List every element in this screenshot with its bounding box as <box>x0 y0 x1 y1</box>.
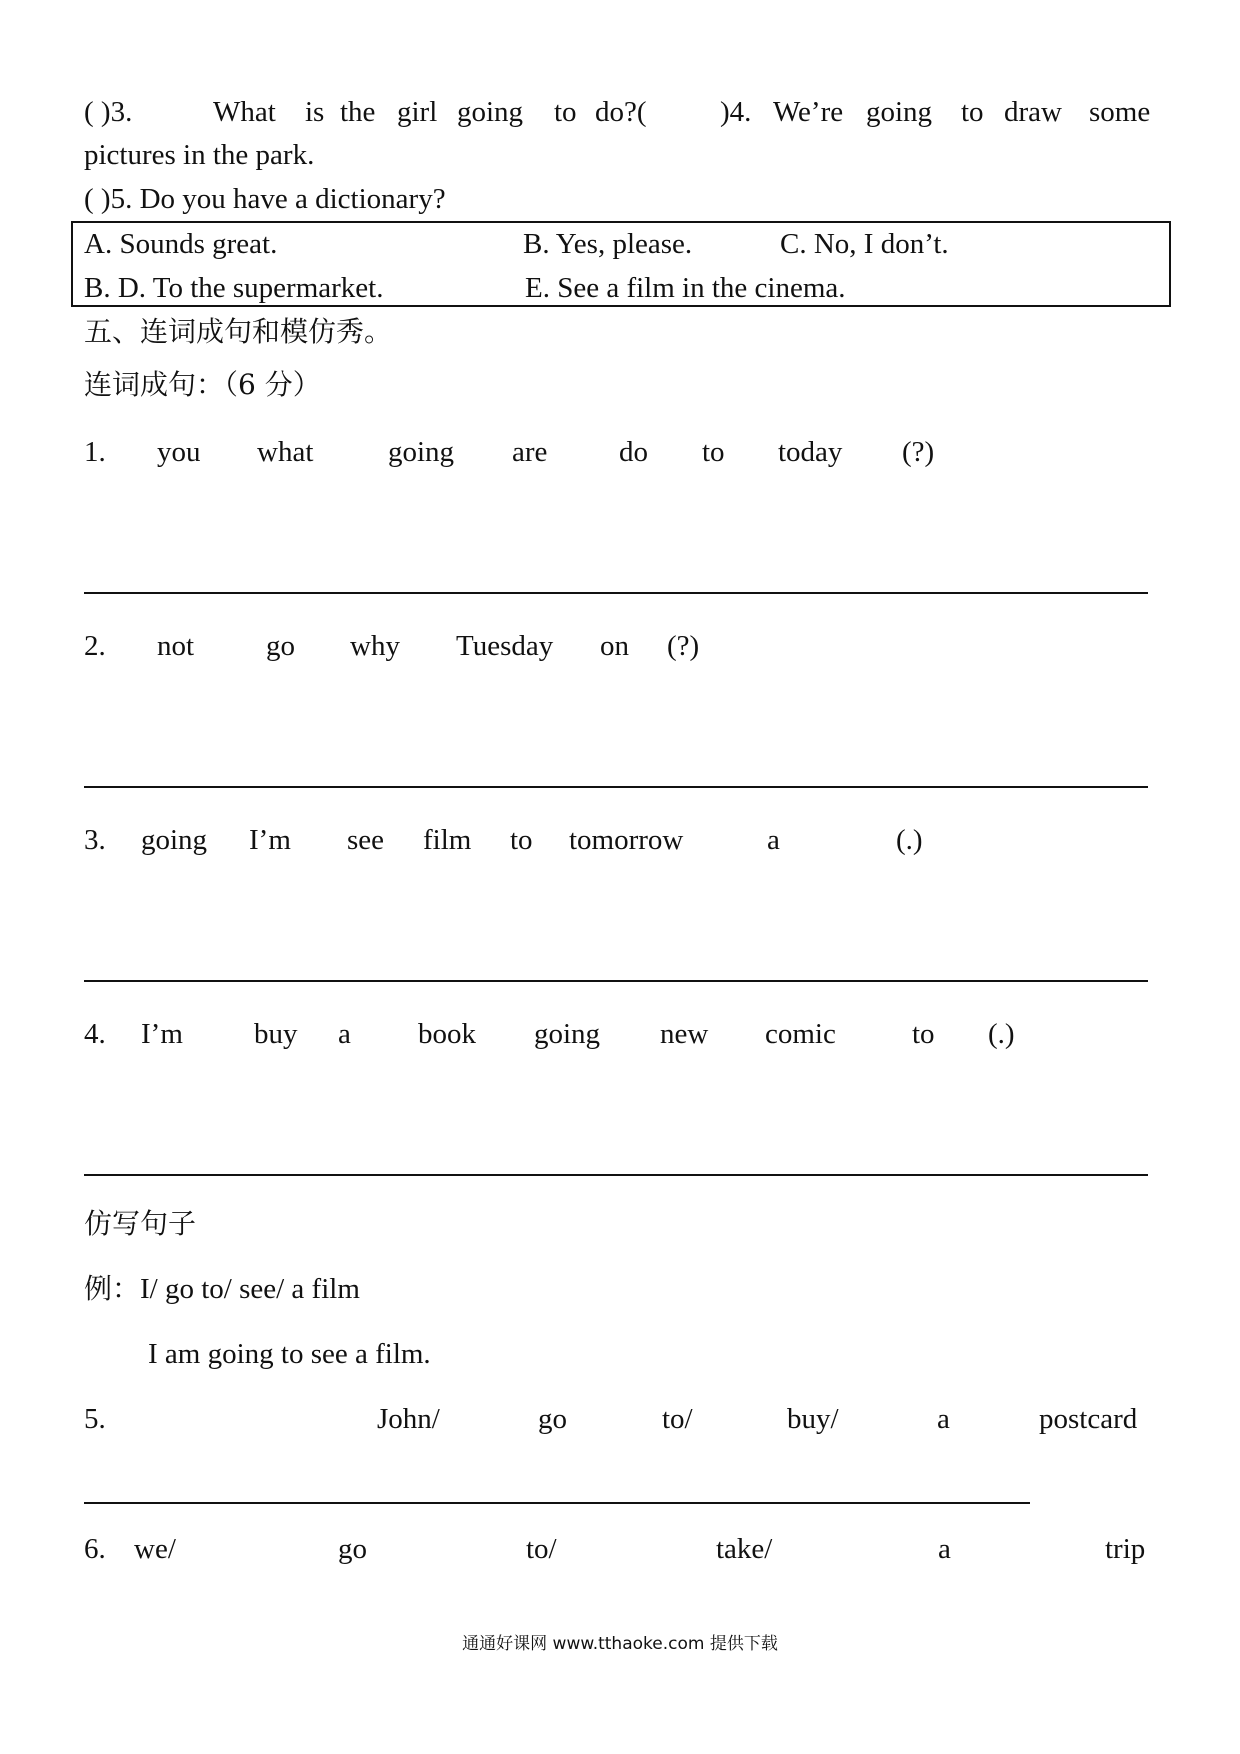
q3-word: to <box>554 96 577 128</box>
word: (?) <box>667 630 700 662</box>
example-answer: I am going to see a film. <box>148 1338 431 1370</box>
q4-number: )4. <box>720 96 752 128</box>
item-number: 6. <box>84 1533 106 1565</box>
option-d: B. D. To the supermarket. <box>84 272 384 304</box>
answer-line[interactable] <box>84 1502 1030 1504</box>
word: Tuesday <box>456 630 554 662</box>
section-heading: 五、连词成句和模仿秀。 <box>84 315 393 348</box>
word: see <box>347 824 385 856</box>
word: to <box>912 1018 935 1050</box>
answer-line[interactable] <box>84 786 1148 788</box>
word: (?) <box>902 436 935 468</box>
word: a <box>767 824 780 856</box>
word: John/ <box>377 1403 440 1435</box>
q3-word: is <box>305 96 325 128</box>
word: (.) <box>896 824 923 856</box>
word: a <box>938 1533 951 1565</box>
item-number: 4. <box>84 1018 106 1050</box>
item-number: 1. <box>84 436 106 468</box>
word: why <box>350 630 400 662</box>
word: book <box>418 1018 476 1050</box>
word: buy <box>254 1018 298 1050</box>
word: tomorrow <box>569 824 684 856</box>
example-prompt: I/ go to/ see/ a film <box>140 1273 360 1305</box>
word: a <box>937 1403 950 1435</box>
word: going <box>534 1018 601 1050</box>
q4-continuation: pictures in the park. <box>84 139 315 171</box>
section-subheading: 连词成句：（6 分） <box>84 368 321 401</box>
option-e: E. See a film in the cinema. <box>525 272 846 304</box>
option-a: A. Sounds great. <box>84 228 278 260</box>
word: go <box>338 1533 367 1565</box>
word: to <box>510 824 533 856</box>
q5-text: ( )5. Do you have a dictionary? <box>84 183 446 215</box>
item-number: 2. <box>84 630 106 662</box>
word: what <box>257 436 314 468</box>
word: today <box>778 436 843 468</box>
word: going <box>141 824 208 856</box>
word: do <box>619 436 648 468</box>
word: going <box>388 436 455 468</box>
word: trip <box>1105 1533 1146 1565</box>
word: go <box>538 1403 567 1435</box>
word: take/ <box>716 1533 773 1565</box>
word: go <box>266 630 295 662</box>
q3-word: What <box>213 96 276 128</box>
word: I’m <box>141 1018 183 1050</box>
word: buy/ <box>787 1403 839 1435</box>
q4-word: going <box>866 96 933 128</box>
q4-word: We’re <box>773 96 844 128</box>
q3-word: going <box>457 96 524 128</box>
word: not <box>157 630 195 662</box>
q3-end: do?( <box>595 96 647 128</box>
word: comic <box>765 1018 836 1050</box>
answer-line[interactable] <box>84 592 1148 594</box>
q4-word: some <box>1089 96 1151 128</box>
word: postcard <box>1039 1403 1138 1435</box>
item-number: 5. <box>84 1403 106 1435</box>
word: new <box>660 1018 709 1050</box>
answer-line[interactable] <box>84 1174 1148 1176</box>
word: you <box>157 436 201 468</box>
word: to/ <box>526 1533 557 1565</box>
word: a <box>338 1018 351 1050</box>
q3-number: ( )3. <box>84 96 133 128</box>
word: (.) <box>988 1018 1015 1050</box>
word: to/ <box>662 1403 693 1435</box>
word: film <box>423 824 472 856</box>
answer-line[interactable] <box>84 980 1148 982</box>
example-label: 例： <box>84 1272 141 1305</box>
option-b: B. Yes, please. <box>523 228 693 260</box>
word: on <box>600 630 629 662</box>
word: are <box>512 436 548 468</box>
q4-word: to <box>961 96 984 128</box>
example-line <box>84 1272 360 1305</box>
item-number: 3. <box>84 824 106 856</box>
q3-word: girl <box>397 96 438 128</box>
option-c: C. No, I don’t. <box>780 228 949 260</box>
q3-word: the <box>340 96 376 128</box>
word: we/ <box>134 1533 176 1565</box>
q4-word: draw <box>1004 96 1062 128</box>
word: to <box>702 436 725 468</box>
imitation-heading: 仿写句子 <box>84 1207 197 1240</box>
word: I’m <box>249 824 291 856</box>
page-footer: 通通好课网 www.tthaoke.com 提供下载 <box>462 1634 778 1654</box>
